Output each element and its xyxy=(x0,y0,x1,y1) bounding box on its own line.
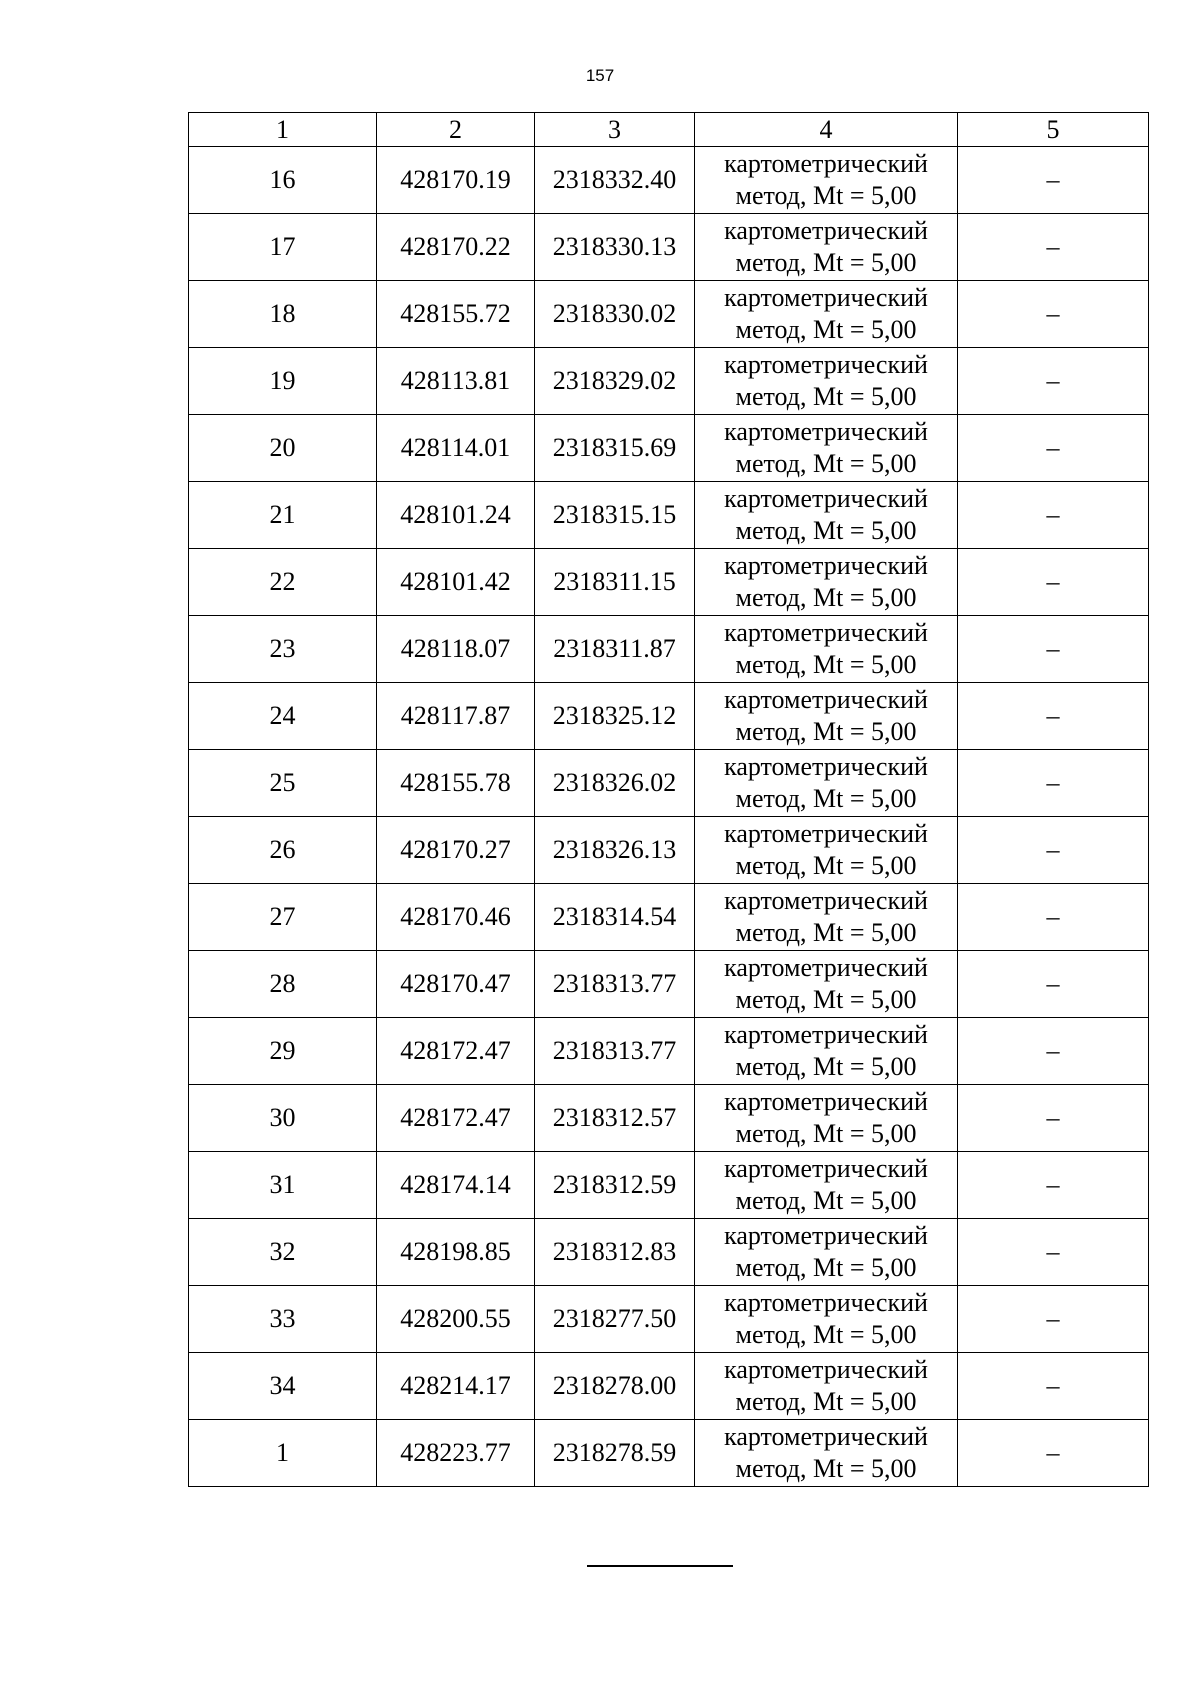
note-cell: – xyxy=(958,281,1149,348)
method-cell xyxy=(695,281,958,348)
y-coordinate-cell: 2318326.13 xyxy=(535,817,695,884)
point-number-cell: 29 xyxy=(189,1018,377,1085)
y-coordinate-cell: 2318311.87 xyxy=(535,616,695,683)
method-line-2: метод, Mt = 5,00 xyxy=(735,717,917,746)
method-line-2: метод, Mt = 5,00 xyxy=(735,583,917,612)
method-line-2: метод, Mt = 5,00 xyxy=(735,1186,917,1215)
table-row xyxy=(189,750,1149,817)
method-cell xyxy=(695,750,958,817)
y-coordinate-cell: 2318326.02 xyxy=(535,750,695,817)
page-number: 157 xyxy=(585,66,615,85)
table-row xyxy=(189,281,1149,348)
x-coordinate-cell: 428172.47 xyxy=(377,1018,535,1085)
point-number-cell: 21 xyxy=(189,482,377,549)
note-cell: – xyxy=(958,214,1149,281)
x-coordinate-cell: 428114.01 xyxy=(377,415,535,482)
method-cell xyxy=(695,683,958,750)
header-col-4: 4 xyxy=(695,113,958,147)
point-number-cell: 20 xyxy=(189,415,377,482)
table-row xyxy=(189,1286,1149,1353)
point-number-cell: 28 xyxy=(189,951,377,1018)
y-coordinate-cell: 2318312.57 xyxy=(535,1085,695,1152)
table-row xyxy=(189,482,1149,549)
method-line-2: метод, Mt = 5,00 xyxy=(735,1454,917,1483)
y-coordinate-cell: 2318312.59 xyxy=(535,1152,695,1219)
note-cell: – xyxy=(958,683,1149,750)
header-row xyxy=(189,113,1149,147)
table-row xyxy=(189,884,1149,951)
table-row xyxy=(189,1219,1149,1286)
method-cell xyxy=(695,549,958,616)
table-row xyxy=(189,616,1149,683)
point-number-cell: 18 xyxy=(189,281,377,348)
x-coordinate-cell: 428170.47 xyxy=(377,951,535,1018)
table-row xyxy=(189,1018,1149,1085)
x-coordinate-cell: 428223.77 xyxy=(377,1420,535,1487)
method-line-2: метод, Mt = 5,00 xyxy=(735,918,917,947)
table-row xyxy=(189,214,1149,281)
y-coordinate-cell: 2318330.13 xyxy=(535,214,695,281)
method-cell xyxy=(695,616,958,683)
y-coordinate-cell: 2318313.77 xyxy=(535,951,695,1018)
x-coordinate-cell: 428117.87 xyxy=(377,683,535,750)
note-cell: – xyxy=(958,1286,1149,1353)
point-number-cell: 26 xyxy=(189,817,377,884)
method-cell xyxy=(695,1085,958,1152)
table-row xyxy=(189,1085,1149,1152)
y-coordinate-cell: 2318313.77 xyxy=(535,1018,695,1085)
table-row xyxy=(189,1420,1149,1487)
method-line-1: картометрический xyxy=(724,752,928,781)
method-line-2: метод, Mt = 5,00 xyxy=(735,449,917,478)
y-coordinate-cell: 2318330.02 xyxy=(535,281,695,348)
x-coordinate-cell: 428172.47 xyxy=(377,1085,535,1152)
x-coordinate-cell: 428200.55 xyxy=(377,1286,535,1353)
note-cell: – xyxy=(958,750,1149,817)
method-line-2: метод, Mt = 5,00 xyxy=(735,1119,917,1148)
method-cell xyxy=(695,884,958,951)
table-row xyxy=(189,549,1149,616)
y-coordinate-cell: 2318315.69 xyxy=(535,415,695,482)
table-row xyxy=(189,951,1149,1018)
method-line-2: метод, Mt = 5,00 xyxy=(735,1052,917,1081)
x-coordinate-cell: 428113.81 xyxy=(377,348,535,415)
method-line-2: метод, Mt = 5,00 xyxy=(735,1253,917,1282)
point-number-cell: 24 xyxy=(189,683,377,750)
table-body xyxy=(189,147,1149,1487)
method-line-1: картометрический xyxy=(724,953,928,982)
method-line-1: картометрический xyxy=(724,618,928,647)
method-line-1: картометрический xyxy=(724,551,928,580)
point-number-cell: 31 xyxy=(189,1152,377,1219)
table-row xyxy=(189,415,1149,482)
y-coordinate-cell: 2318332.40 xyxy=(535,147,695,214)
method-line-2: метод, Mt = 5,00 xyxy=(735,985,917,1014)
method-cell xyxy=(695,1420,958,1487)
method-line-1: картометрический xyxy=(724,1355,928,1384)
point-number-cell: 1 xyxy=(189,1420,377,1487)
method-line-1: картометрический xyxy=(724,819,928,848)
y-coordinate-cell: 2318315.15 xyxy=(535,482,695,549)
y-coordinate-cell: 2318314.54 xyxy=(535,884,695,951)
point-number-cell: 19 xyxy=(189,348,377,415)
note-cell: – xyxy=(958,1353,1149,1420)
method-cell xyxy=(695,415,958,482)
note-cell: – xyxy=(958,549,1149,616)
method-cell xyxy=(695,817,958,884)
point-number-cell: 25 xyxy=(189,750,377,817)
x-coordinate-cell: 428118.07 xyxy=(377,616,535,683)
point-number-cell: 17 xyxy=(189,214,377,281)
point-number-cell: 27 xyxy=(189,884,377,951)
method-line-2: метод, Mt = 5,00 xyxy=(735,1320,917,1349)
header-col-2: 2 xyxy=(377,113,535,147)
x-coordinate-cell: 428174.14 xyxy=(377,1152,535,1219)
header-col-5: 5 xyxy=(958,113,1149,147)
method-line-1: картометрический xyxy=(724,1422,928,1451)
method-line-2: метод, Mt = 5,00 xyxy=(735,650,917,679)
table-row xyxy=(189,817,1149,884)
method-line-2: метод, Mt = 5,00 xyxy=(735,181,917,210)
method-line-1: картометрический xyxy=(724,886,928,915)
y-coordinate-cell: 2318311.15 xyxy=(535,549,695,616)
method-line-2: метод, Mt = 5,00 xyxy=(735,851,917,880)
point-number-cell: 30 xyxy=(189,1085,377,1152)
method-line-1: картометрический xyxy=(724,283,928,312)
y-coordinate-cell: 2318312.83 xyxy=(535,1219,695,1286)
method-line-2: метод, Mt = 5,00 xyxy=(735,248,917,277)
method-cell xyxy=(695,214,958,281)
method-cell xyxy=(695,1286,958,1353)
note-cell: – xyxy=(958,147,1149,214)
point-number-cell: 23 xyxy=(189,616,377,683)
coordinates-table xyxy=(188,112,1149,1487)
method-line-1: картометрический xyxy=(724,1087,928,1116)
y-coordinate-cell: 2318278.00 xyxy=(535,1353,695,1420)
note-cell: – xyxy=(958,482,1149,549)
x-coordinate-cell: 428198.85 xyxy=(377,1219,535,1286)
x-coordinate-cell: 428170.22 xyxy=(377,214,535,281)
x-coordinate-cell: 428170.27 xyxy=(377,817,535,884)
table-row xyxy=(189,683,1149,750)
point-number-cell: 33 xyxy=(189,1286,377,1353)
note-cell: – xyxy=(958,415,1149,482)
note-cell: – xyxy=(958,1152,1149,1219)
method-cell xyxy=(695,1219,958,1286)
table-row xyxy=(189,1353,1149,1420)
method-line-2: метод, Mt = 5,00 xyxy=(735,516,917,545)
x-coordinate-cell: 428101.42 xyxy=(377,549,535,616)
point-number-cell: 34 xyxy=(189,1353,377,1420)
method-cell xyxy=(695,1018,958,1085)
note-cell: – xyxy=(958,616,1149,683)
x-coordinate-cell: 428214.17 xyxy=(377,1353,535,1420)
x-coordinate-cell: 428170.46 xyxy=(377,884,535,951)
note-cell: – xyxy=(958,348,1149,415)
point-number-cell: 32 xyxy=(189,1219,377,1286)
note-cell: – xyxy=(958,951,1149,1018)
table-row xyxy=(189,147,1149,214)
point-number-cell: 16 xyxy=(189,147,377,214)
x-coordinate-cell: 428101.24 xyxy=(377,482,535,549)
table-row xyxy=(189,348,1149,415)
note-cell: – xyxy=(958,1219,1149,1286)
header-col-1: 1 xyxy=(189,113,377,147)
y-coordinate-cell: 2318277.50 xyxy=(535,1286,695,1353)
method-line-1: картометрический xyxy=(724,1154,928,1183)
note-cell: – xyxy=(958,1420,1149,1487)
method-line-1: картометрический xyxy=(724,417,928,446)
table-row xyxy=(189,1152,1149,1219)
x-coordinate-cell: 428155.78 xyxy=(377,750,535,817)
method-line-2: метод, Mt = 5,00 xyxy=(735,1387,917,1416)
method-cell xyxy=(695,1353,958,1420)
method-line-1: картометрический xyxy=(724,685,928,714)
y-coordinate-cell: 2318329.02 xyxy=(535,348,695,415)
header-col-3: 3 xyxy=(535,113,695,147)
note-cell: – xyxy=(958,817,1149,884)
method-line-1: картометрический xyxy=(724,350,928,379)
method-cell xyxy=(695,147,958,214)
x-coordinate-cell: 428170.19 xyxy=(377,147,535,214)
y-coordinate-cell: 2318278.59 xyxy=(535,1420,695,1487)
note-cell: – xyxy=(958,884,1149,951)
method-line-1: картометрический xyxy=(724,1020,928,1049)
footer-rule xyxy=(587,1565,733,1567)
method-line-1: картометрический xyxy=(724,1221,928,1250)
x-coordinate-cell: 428155.72 xyxy=(377,281,535,348)
method-line-2: метод, Mt = 5,00 xyxy=(735,784,917,813)
method-cell xyxy=(695,348,958,415)
method-line-1: картометрический xyxy=(724,216,928,245)
method-line-1: картометрический xyxy=(724,484,928,513)
method-cell xyxy=(695,951,958,1018)
method-cell xyxy=(695,1152,958,1219)
method-line-2: метод, Mt = 5,00 xyxy=(735,382,917,411)
method-line-1: картометрический xyxy=(724,1288,928,1317)
method-cell xyxy=(695,482,958,549)
point-number-cell: 22 xyxy=(189,549,377,616)
table-header xyxy=(189,113,1149,147)
method-line-2: метод, Mt = 5,00 xyxy=(735,315,917,344)
y-coordinate-cell: 2318325.12 xyxy=(535,683,695,750)
method-line-1: картометрический xyxy=(724,149,928,178)
note-cell: – xyxy=(958,1018,1149,1085)
note-cell: – xyxy=(958,1085,1149,1152)
